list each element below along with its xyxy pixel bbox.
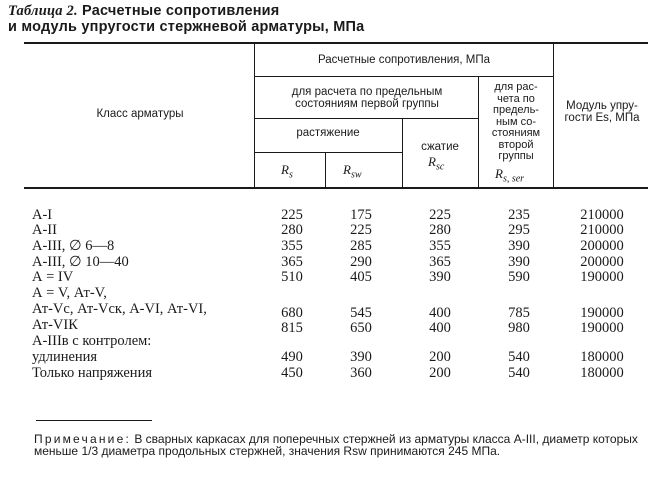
cell-es: 180000 xyxy=(580,349,624,365)
row-label: удлинения xyxy=(32,349,98,365)
cell-rsc: 355 xyxy=(429,238,451,254)
header-class: Класс арматуры xyxy=(96,108,184,120)
cell-es: 190000 xyxy=(580,305,624,321)
title-line-2: и модуль упругости стержневой арматуры, МПа xyxy=(8,19,365,35)
header-group2: для рас- чета по предель- ным со- стояниям второй группы xyxy=(491,81,541,162)
cell-rsc: 400 xyxy=(429,320,451,336)
cell-rsser: 390 xyxy=(508,254,530,270)
col-divider-compression xyxy=(402,118,403,188)
cell-rsw: 225 xyxy=(350,222,372,238)
cell-rs: 280 xyxy=(281,222,303,238)
cell-rsw: 360 xyxy=(350,365,372,381)
row-label: А-IIIв с контролем: xyxy=(32,333,152,349)
hrule-tension xyxy=(254,152,402,153)
symbol-rsser: $R_{s, ser}$ xyxy=(495,166,525,185)
cell-rsw: 175 xyxy=(350,207,372,223)
header-compression: сжатие xyxy=(421,141,459,153)
cell-rsw: 285 xyxy=(350,238,372,254)
cell-rsser: 980 xyxy=(508,320,530,336)
cell-rs: 510 xyxy=(281,269,303,285)
header-group1: для расчета по предельным состояниям первой группы xyxy=(291,86,443,110)
symbol-rsc: $R_{sc}$ xyxy=(428,154,445,173)
cell-rsw: 390 xyxy=(350,349,372,365)
table-title xyxy=(8,3,568,35)
footnote-rule xyxy=(36,420,152,421)
cell-rsc: 200 xyxy=(429,365,451,381)
cell-rsw: 650 xyxy=(350,320,372,336)
cell-rsser: 295 xyxy=(508,222,530,238)
cell-rsser: 590 xyxy=(508,269,530,285)
table-number: Таблица 2. xyxy=(8,3,78,19)
cell-rsc: 200 xyxy=(429,349,451,365)
cell-rsser: 235 xyxy=(508,207,530,223)
cell-es: 200000 xyxy=(580,254,624,270)
cell-rsc: 365 xyxy=(429,254,451,270)
row-label: Только напряжения xyxy=(32,365,152,381)
cell-es: 190000 xyxy=(580,320,624,336)
cell-rsser: 540 xyxy=(508,365,530,381)
cell-rs: 355 xyxy=(281,238,303,254)
cell-rsw: 545 xyxy=(350,305,372,321)
cell-es: 210000 xyxy=(580,207,624,223)
cell-rs: 225 xyxy=(281,207,303,223)
footnote-label: Примечание: xyxy=(34,432,131,446)
header-tension: растяжение xyxy=(296,127,360,139)
cell-rs: 490 xyxy=(281,349,303,365)
cell-rs: 450 xyxy=(281,365,303,381)
hrule-calc xyxy=(254,76,553,77)
cell-es: 190000 xyxy=(580,269,624,285)
cell-rsw: 290 xyxy=(350,254,372,270)
row-label: Ат-Vc, Ат-Vск, А-VI, Ат-VI, xyxy=(32,301,207,317)
cell-es: 200000 xyxy=(580,238,624,254)
row-label: А = IV xyxy=(32,269,74,285)
row-label: А-II xyxy=(32,222,57,238)
cell-rsw: 405 xyxy=(350,269,372,285)
title-text: Расчетные сопротивления xyxy=(77,3,280,19)
cell-rsser: 390 xyxy=(508,238,530,254)
hrule-group1 xyxy=(254,118,478,119)
cell-rsc: 225 xyxy=(429,207,451,223)
col-divider-group2 xyxy=(478,76,479,188)
cell-rsc: 280 xyxy=(429,222,451,238)
cell-rs: 815 xyxy=(281,320,303,336)
cell-rsc: 400 xyxy=(429,305,451,321)
symbol-rs: $R_s$ xyxy=(281,162,293,181)
symbol-rsw: $R_{sw}$ xyxy=(343,162,362,181)
header-calc-resist: Расчетные сопротивления, МПа xyxy=(317,54,491,66)
cell-rsser: 540 xyxy=(508,349,530,365)
cell-rsc: 390 xyxy=(429,269,451,285)
row-label: А = V, Ат-V, xyxy=(32,285,107,301)
row-label: Ат-VIК xyxy=(32,317,78,333)
col-divider-modulus xyxy=(553,42,554,188)
footnote-text: В сварных каркасах для поперечных стержней из арматуры класса А-III, диаметр которых меньше 1/3 диаметра продольных стержней, значения Rsw принимаются 245 МПа. xyxy=(34,432,638,458)
cell-rsser: 785 xyxy=(508,305,530,321)
col-divider-1 xyxy=(254,42,255,188)
row-label: А-I xyxy=(32,207,53,223)
top-rule xyxy=(24,42,648,44)
cell-rs: 680 xyxy=(281,305,303,321)
footnote xyxy=(34,433,649,457)
cell-rs: 365 xyxy=(281,254,303,270)
row-label: А-III, ∅ 6—8 xyxy=(32,238,115,254)
header-bottom-rule xyxy=(24,187,648,189)
cell-es: 180000 xyxy=(580,365,624,381)
col-divider-rsw xyxy=(325,152,326,188)
row-label: А-III, ∅ 10—40 xyxy=(32,254,129,270)
cell-es: 210000 xyxy=(580,222,624,238)
header-modulus: Модуль упру-гости Es, МПа xyxy=(564,100,640,124)
